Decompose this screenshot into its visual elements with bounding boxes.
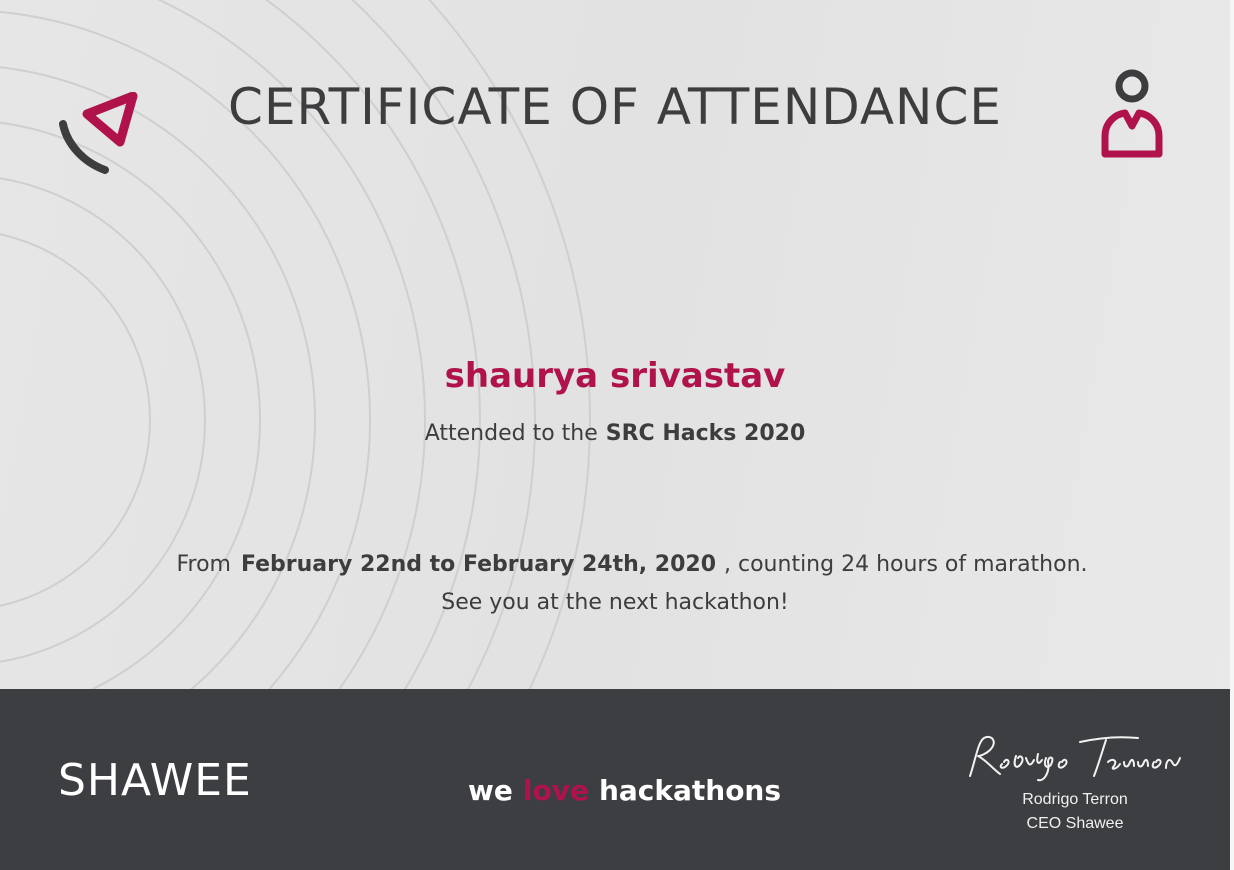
event-name: SRC Hacks 2020: [605, 421, 806, 446]
signer-role: CEO Shawee: [1026, 815, 1124, 832]
tagline: [468, 774, 781, 807]
tagline-we: we: [468, 774, 513, 807]
certificate-title: CERTIFICATE OF ATTENDANCE: [228, 78, 1002, 136]
from-suffix: , counting 24 hours of marathon.: [724, 552, 1088, 577]
signature: [958, 728, 1188, 788]
tagline-love: love: [522, 774, 589, 807]
from-prefix: From: [176, 552, 231, 577]
page-edge: [1230, 0, 1234, 870]
closing-line: See you at the next hackathon!: [441, 590, 789, 615]
date-range: February 22nd to February 24th, 2020: [240, 552, 717, 577]
tagline-hackathons: hackathons: [598, 774, 782, 807]
attended-prefix: Attended to the: [424, 421, 598, 446]
brand-wordmark: SHAWEE: [58, 755, 252, 806]
recipient-name: shaurya srivastav: [444, 356, 786, 396]
attended-line: [0, 421, 1230, 446]
date-line: [0, 552, 1230, 577]
signer-name: Rodrigo Terron: [1022, 791, 1128, 808]
